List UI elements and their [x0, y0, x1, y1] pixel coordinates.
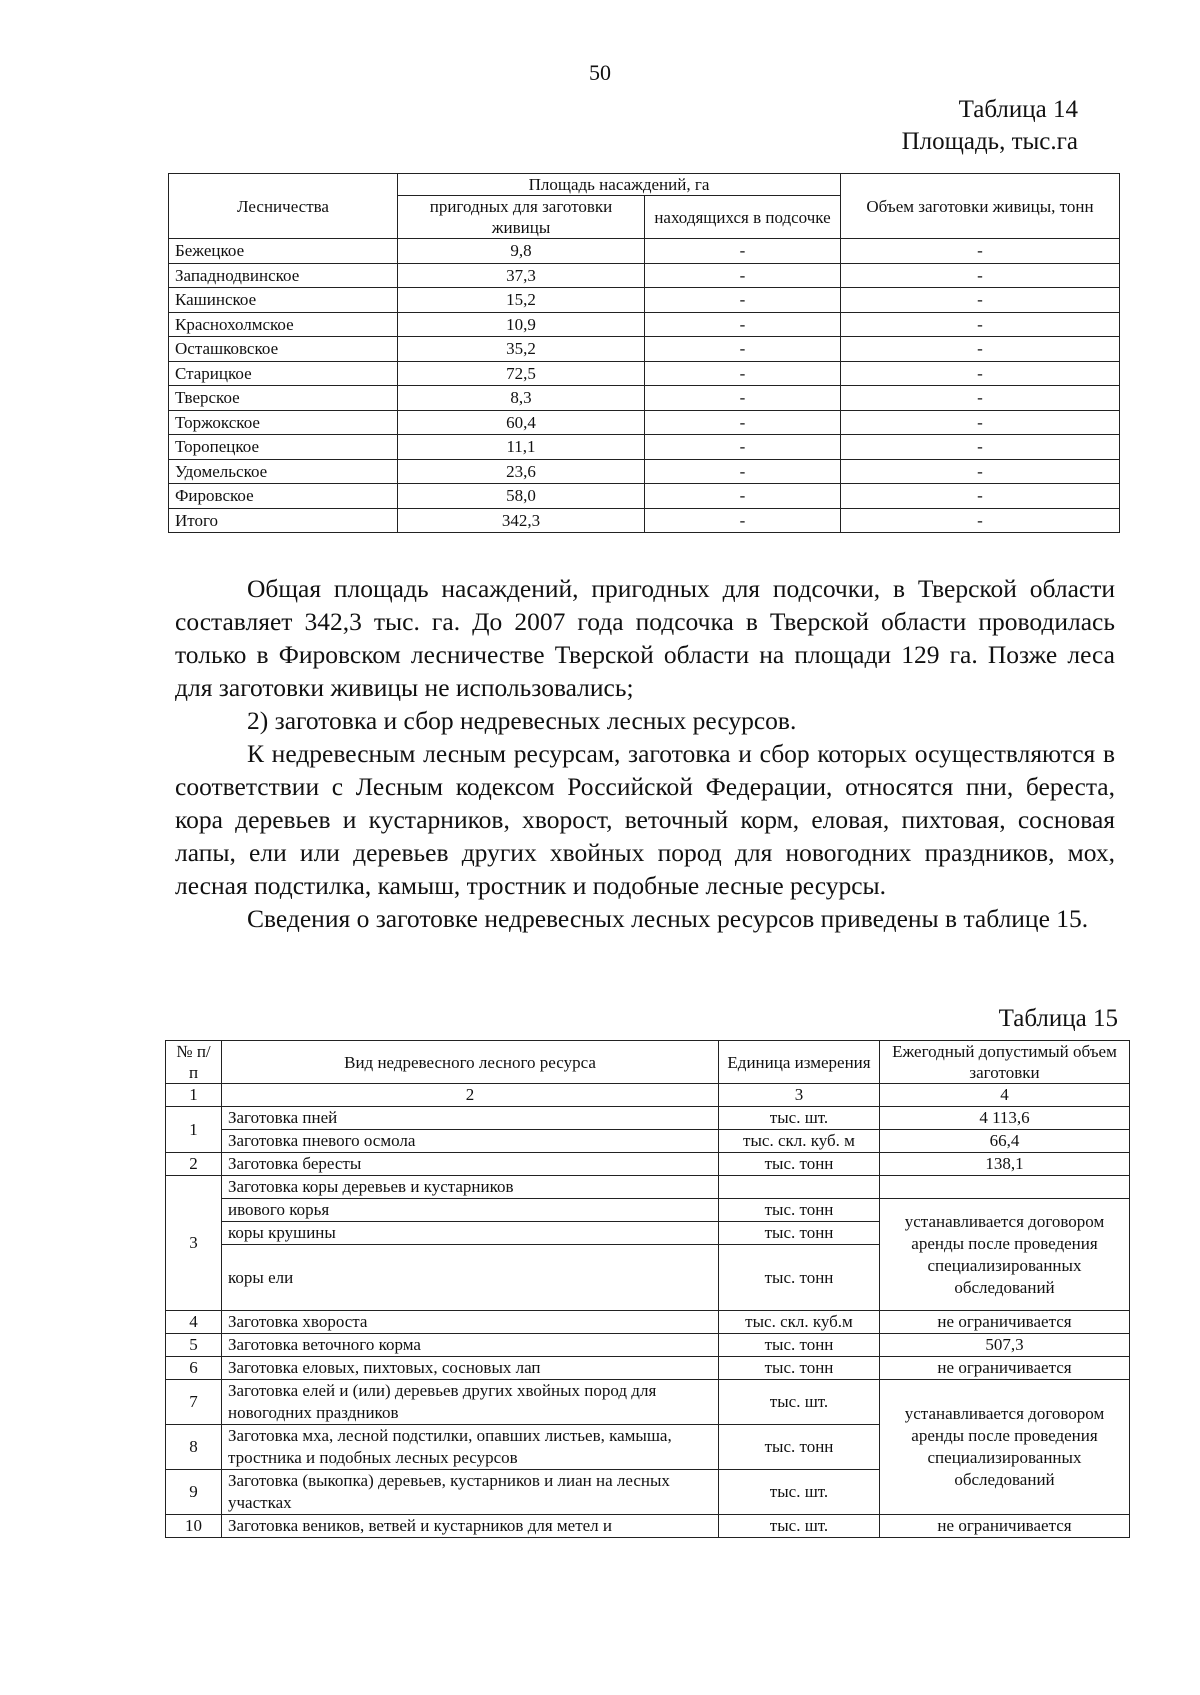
row-tapping-area: -: [645, 263, 841, 288]
row-unit: тыс. тонн: [719, 1153, 880, 1176]
row-resin-volume: -: [841, 288, 1120, 313]
row-volume: 4 113,6: [880, 1107, 1130, 1130]
row-volume: 507,3: [880, 1334, 1130, 1357]
col-number: 4: [880, 1084, 1130, 1107]
row-suitable-area: 58,0: [398, 484, 645, 509]
table-row: [166, 1176, 1130, 1199]
col-number: 1: [166, 1084, 222, 1107]
row-suitable-area: 72,5: [398, 361, 645, 386]
row-volume: устанавливается договором аренды после проведения специализированных обследований: [880, 1380, 1130, 1515]
table-row: [169, 361, 1120, 386]
row-tapping-area: -: [645, 312, 841, 337]
table-row: [166, 1199, 1130, 1222]
row-suitable-area: 9,8: [398, 239, 645, 264]
table14-caption: Таблица 14: [958, 96, 1078, 123]
row-num: 10: [166, 1515, 222, 1538]
row-forestry-name: Тверское: [169, 386, 398, 411]
row-resin-volume: -: [841, 410, 1120, 435]
paragraph-2: 2) заготовка и сбор недревесных лесных ресурсов.: [247, 706, 797, 735]
row-unit: тыс. шт.: [719, 1107, 880, 1130]
table-row: [166, 1357, 1130, 1380]
body-text: [175, 572, 1115, 935]
row-unit: тыс. скл. куб.м: [719, 1311, 880, 1334]
table15-caption: Таблица 15: [998, 1005, 1118, 1032]
table-row: [169, 239, 1120, 264]
row-tapping-area: -: [645, 435, 841, 460]
row-suitable-area: 23,6: [398, 459, 645, 484]
row-tapping-area: -: [645, 386, 841, 411]
col-number: 2: [222, 1084, 719, 1107]
paragraph-1: Общая площадь насаждений, пригодных для подсочки, в Тверской области составляет 342,3 тыс. га. До 2007 года подсочка в Тверской области проводилась только в Фировском лесничестве Тверской области на площади 129 га. Позже леса для заготовки живицы не использовались;: [175, 574, 1115, 702]
header-forestry: Лесничества: [169, 174, 398, 239]
table-row: [169, 288, 1120, 313]
row-kind: Заготовка веников, ветвей и кустарников для метел и: [222, 1515, 719, 1538]
row-num: 5: [166, 1334, 222, 1357]
table-row: [166, 1334, 1130, 1357]
row-unit: тыс. скл. куб. м: [719, 1130, 880, 1153]
row-num: 4: [166, 1311, 222, 1334]
header-unit: Единица измерения: [719, 1041, 880, 1084]
row-kind: Заготовка елей и (или) деревьев других хвойных пород для новогодних праздников: [222, 1380, 719, 1425]
paragraph-3: К недревесным лесным ресурсам, заготовка и сбор которых осуществляются в соответствии с Лесным кодексом Российской Федерации, относятся пни, береста, кора деревьев и кустарников, хворост, веточный корм, еловая, пихтовая, сосновая лапы, ели или деревьев других хвойных пород для новогодних праздников, мох, лесная подстилка, камыш, тростник и подобные лесные ресурсы.: [175, 739, 1115, 900]
table-row: [166, 1130, 1130, 1153]
table-row: [166, 1380, 1130, 1425]
table-row: [169, 263, 1120, 288]
row-unit: тыс. шт.: [719, 1380, 880, 1425]
row-unit: тыс. тонн: [719, 1334, 880, 1357]
row-forestry-name: Бежецкое: [169, 239, 398, 264]
row-kind: Заготовка бересты: [222, 1153, 719, 1176]
row-num: 2: [166, 1153, 222, 1176]
row-volume: [880, 1176, 1130, 1199]
table-row: [166, 1311, 1130, 1334]
row-kind: Заготовка пневого осмола: [222, 1130, 719, 1153]
row-volume: 66,4: [880, 1130, 1130, 1153]
row-tapping-area: -: [645, 361, 841, 386]
row-unit: тыс. тонн: [719, 1199, 880, 1222]
row-suitable-area: 37,3: [398, 263, 645, 288]
row-num: 8: [166, 1425, 222, 1470]
row-num: 7: [166, 1380, 222, 1425]
header-volume: Объем заготовки живицы, тонн: [841, 174, 1120, 239]
row-suitable-area: 342,3: [398, 508, 645, 533]
table-row: [169, 386, 1120, 411]
row-forestry-name: Фировское: [169, 484, 398, 509]
row-num: 1: [166, 1107, 222, 1153]
table-row: [166, 1107, 1130, 1130]
row-suitable-area: 35,2: [398, 337, 645, 362]
row-unit: тыс. тонн: [719, 1425, 880, 1470]
header-area-group: Площадь насаждений, га: [398, 174, 841, 196]
row-forestry-name: Западнодвинское: [169, 263, 398, 288]
row-resin-volume: -: [841, 484, 1120, 509]
row-tapping-area: -: [645, 410, 841, 435]
row-suitable-area: 10,9: [398, 312, 645, 337]
row-kind: коры ели: [222, 1245, 719, 1311]
table-row: [166, 1153, 1130, 1176]
table-row: [169, 484, 1120, 509]
row-kind: коры крушины: [222, 1222, 719, 1245]
header-suitable: пригодных для заготовки живицы: [398, 196, 645, 239]
table-row: [169, 459, 1120, 484]
row-kind: ивового корья: [222, 1199, 719, 1222]
row-volume: не ограничивается: [880, 1515, 1130, 1538]
row-forestry-name: Удомельское: [169, 459, 398, 484]
row-num: 3: [166, 1176, 222, 1311]
table-row: [169, 337, 1120, 362]
row-kind: Заготовка коры деревьев и кустарников: [222, 1176, 719, 1199]
row-unit: тыс. шт.: [719, 1515, 880, 1538]
row-suitable-area: 11,1: [398, 435, 645, 460]
row-resin-volume: -: [841, 435, 1120, 460]
row-resin-volume: -: [841, 337, 1120, 362]
row-suitable-area: 8,3: [398, 386, 645, 411]
table-15: [165, 1040, 1130, 1538]
row-num: 6: [166, 1357, 222, 1380]
row-tapping-area: -: [645, 337, 841, 362]
row-resin-volume: -: [841, 361, 1120, 386]
table-row: [169, 312, 1120, 337]
col-number: 3: [719, 1084, 880, 1107]
row-num: 9: [166, 1470, 222, 1515]
page-number: 50: [589, 60, 611, 85]
header-num: № п/п: [166, 1041, 222, 1084]
row-unit: тыс. шт.: [719, 1470, 880, 1515]
row-kind: Заготовка еловых, пихтовых, сосновых лап: [222, 1357, 719, 1380]
row-forestry-name: Краснохолмское: [169, 312, 398, 337]
row-unit: тыс. тонн: [719, 1357, 880, 1380]
table-row: [166, 1515, 1130, 1538]
row-volume: устанавливается договором аренды после проведения специализированных обследований: [880, 1199, 1130, 1311]
row-unit: тыс. тонн: [719, 1245, 880, 1311]
table-row: [169, 410, 1120, 435]
row-resin-volume: -: [841, 263, 1120, 288]
row-resin-volume: -: [841, 386, 1120, 411]
row-kind: Заготовка (выкопка) деревьев, кустарников и лиан на лесных участках: [222, 1470, 719, 1515]
row-suitable-area: 60,4: [398, 410, 645, 435]
row-tapping-area: -: [645, 239, 841, 264]
header-kind: Вид недревесного лесного ресурса: [222, 1041, 719, 1084]
row-resin-volume: -: [841, 508, 1120, 533]
paragraph-4: Сведения о заготовке недревесных лесных ресурсов приведены в таблице 15.: [247, 904, 1089, 933]
header-tapping: находящихся в подсочке: [645, 196, 841, 239]
row-forestry-name: Торопецкое: [169, 435, 398, 460]
row-forestry-name: Торжокское: [169, 410, 398, 435]
row-kind: Заготовка пней: [222, 1107, 719, 1130]
row-tapping-area: -: [645, 459, 841, 484]
header-volume: Ежегодный допустимый объем заготовки: [880, 1041, 1130, 1084]
row-forestry-name: Итого: [169, 508, 398, 533]
row-resin-volume: -: [841, 459, 1120, 484]
row-kind: Заготовка веточного корма: [222, 1334, 719, 1357]
table-row: [169, 435, 1120, 460]
row-tapping-area: -: [645, 484, 841, 509]
row-volume: 138,1: [880, 1153, 1130, 1176]
row-volume: не ограничивается: [880, 1357, 1130, 1380]
row-resin-volume: -: [841, 239, 1120, 264]
row-suitable-area: 15,2: [398, 288, 645, 313]
table-row: [169, 508, 1120, 533]
table-14: [168, 173, 1120, 533]
row-forestry-name: Кашинское: [169, 288, 398, 313]
row-resin-volume: -: [841, 312, 1120, 337]
row-unit: [719, 1176, 880, 1199]
row-tapping-area: -: [645, 508, 841, 533]
table14-subcaption: Площадь, тыс.га: [901, 128, 1078, 155]
row-forestry-name: Осташковское: [169, 337, 398, 362]
row-kind: Заготовка хвороста: [222, 1311, 719, 1334]
row-forestry-name: Старицкое: [169, 361, 398, 386]
row-volume: не ограничивается: [880, 1311, 1130, 1334]
row-tapping-area: -: [645, 288, 841, 313]
row-unit: тыс. тонн: [719, 1222, 880, 1245]
row-kind: Заготовка мха, лесной подстилки, опавших листьев, камыша, тростника и подобных лесных ресурсов: [222, 1425, 719, 1470]
